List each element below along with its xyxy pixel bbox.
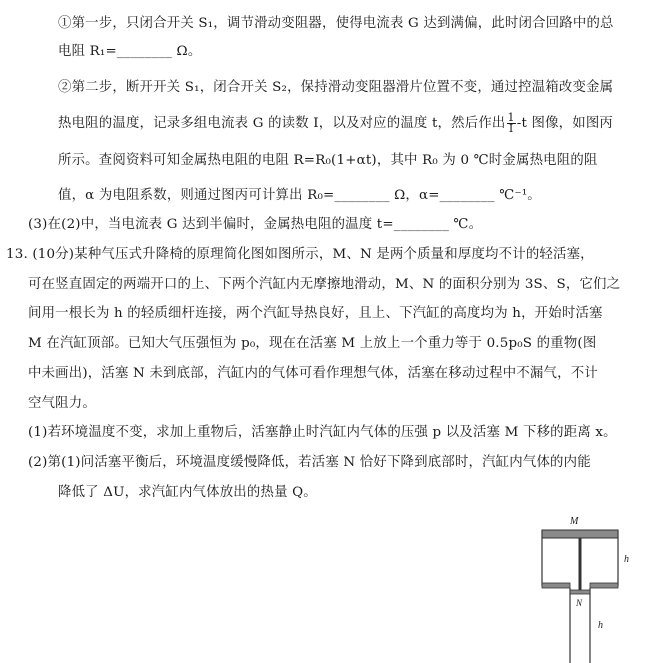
text-line-4-start: 热电阻的温度，记录多组电流表 G 的读数 I，以及对应的温度 t，然后作出 (58, 116, 506, 131)
text-line-1: ①第一步，只闭合开关 S₁，调节滑动变阻器，使得电流表 G 达到满偏，此时闭合回路中的总 (58, 16, 614, 31)
lift-chair-diagram (520, 510, 664, 663)
text-line-10: 间用一根长为 h 的轻质细杆连接，两个汽缸导热良好，且上、下汽缸的高度均为 h，开始时活塞 (28, 306, 603, 321)
text-line-5: 所示。查阅资料可知金属热电阻的电阻 R=R₀(1+αt)，其中 R₀ 为 0 ℃时金属热电阻的阻 (58, 153, 598, 168)
label-h-upper: h (624, 554, 629, 565)
text-line-6: 值，α 为电阻系数，则通过图丙可计算出 R₀=________ Ω，α=________ ℃⁻¹。 (58, 188, 541, 203)
problem-13-heading: 13. (10分)某种气压式升降椅的原理简化图如图所示，M、N 是两个质量和厚度均不计的轻活塞， (6, 247, 594, 262)
question-1: (1)若环境温度不变，求加上重物后，活塞静止时汽缸内气体的压强 p 以及活塞 M 下移的距离 x。 (28, 425, 617, 440)
piston-n (570, 590, 590, 594)
text-line-4 (58, 113, 613, 134)
upper-cylinder-base-left (542, 583, 570, 588)
text-line-3: ②第二步，断开开关 S₁，闭合开关 S₂，保持滑动变阻器滑片位置不变，通过控温箱改变金属 (58, 80, 614, 95)
text-line-16: 降低了 ΔU，求汽缸内气体放出的热量 Q。 (58, 485, 317, 500)
label-h-lower: h (598, 620, 603, 631)
text-line-12: 中未画出)，活塞 N 未到底部，汽缸内的气体可看作理想气体，活塞在移动过程中不漏气，不计 (28, 366, 598, 381)
label-m: M (570, 516, 579, 527)
question-2: (2)第(1)问活塞平衡后，环境温度缓慢降低，若活塞 N 恰好下降到底部时，汽缸内气体的内能 (28, 455, 591, 470)
piston-m (542, 530, 618, 538)
fraction-numerator: 1 (507, 111, 515, 124)
fraction-denominator: I (508, 122, 514, 135)
text-line-2: 电阻 R₁=________ Ω。 (58, 44, 202, 59)
label-n: N (576, 598, 583, 608)
fraction-1-over-i (507, 113, 516, 134)
text-line-13: 空气阻力。 (28, 396, 96, 411)
text-line-11: M 在汽缸顶部。已知大气压强恒为 p₀，现在在活塞 M 上放上一个重力等于 0.5p₀S 的重物(图 (28, 336, 597, 351)
text-line-7: (3)在(2)中，当电流表 G 达到半偏时，金属热电阻的温度 t=________ ℃。 (28, 217, 483, 232)
text-line-4-end: -t 图像，如图丙 (516, 116, 614, 131)
text-line-9: 可在竖直固定的两端开口的上、下两个汽缸内无摩擦地滑动，M、N 的面积分别为 3S、S，它们之 (28, 277, 621, 292)
upper-cylinder-base-right (590, 583, 618, 588)
